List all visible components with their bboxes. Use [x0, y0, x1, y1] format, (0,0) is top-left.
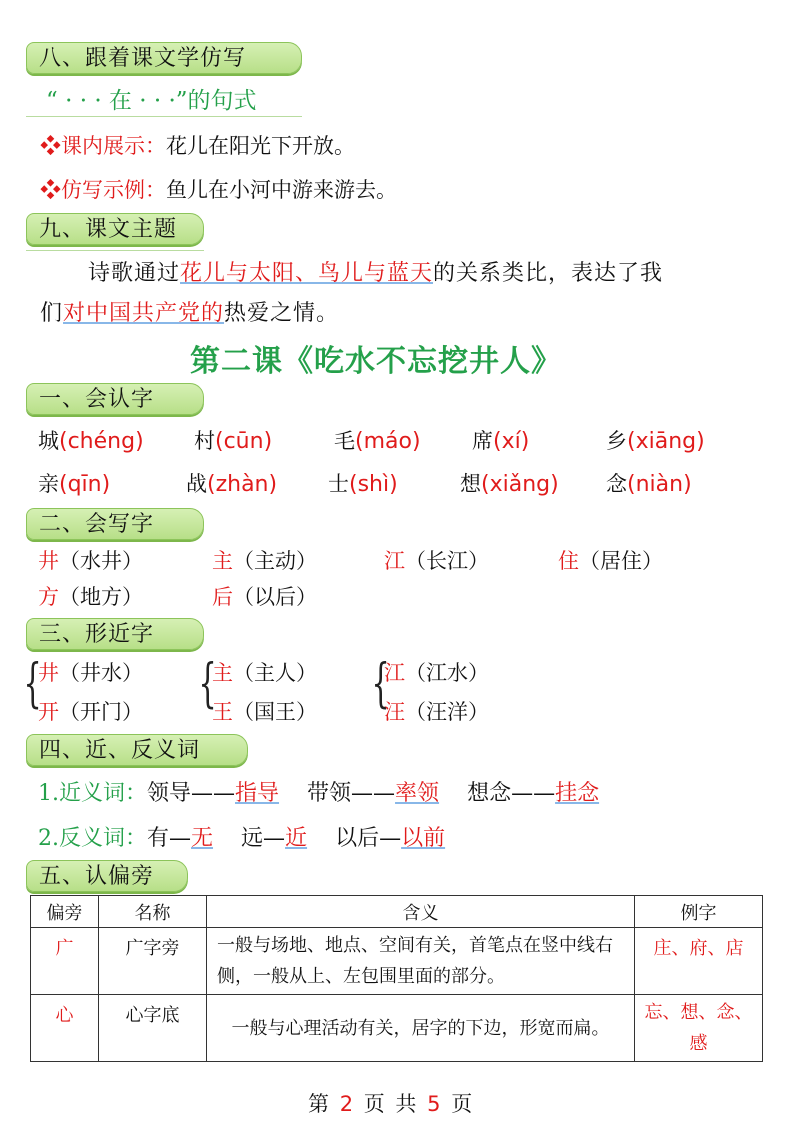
char: 战 — [186, 472, 207, 496]
recognize-item — [328, 468, 398, 498]
similar-item — [384, 657, 489, 687]
section-header-similar: 三、形近字 — [26, 618, 204, 650]
total-pages: 5 — [427, 1092, 443, 1116]
word: 以后— — [335, 826, 402, 851]
section-header-9: 九、课文主题 — [26, 213, 204, 245]
word: 有— — [147, 826, 192, 851]
answer: 近 — [285, 826, 308, 851]
char: 住 — [558, 549, 579, 573]
footer-text: 页 共 — [363, 1092, 419, 1116]
pinyin: (xí) — [493, 429, 530, 454]
section-header-8: 八、跟着课文学仿写 — [26, 42, 302, 74]
word: （水井） — [59, 549, 143, 573]
char: 井 — [38, 661, 59, 685]
pinyin: (máo) — [355, 429, 421, 454]
text: 们 — [40, 301, 64, 326]
section-header-recognize: 一、会认字 — [26, 383, 204, 415]
similar-item — [212, 696, 317, 726]
write-item — [212, 581, 317, 611]
recognize-item — [38, 425, 144, 455]
char: 士 — [328, 472, 349, 496]
recognize-item — [606, 425, 705, 455]
char: 后 — [212, 585, 233, 609]
word: （主人） — [233, 661, 317, 685]
char: 乡 — [606, 429, 627, 453]
pinyin: (xiāng) — [627, 429, 705, 454]
similar-item — [38, 696, 143, 726]
recognize-item — [334, 425, 421, 455]
brace: { — [198, 654, 217, 714]
pinyin: (xiǎng) — [481, 472, 559, 497]
word: （主动） — [233, 549, 317, 573]
word: （地方） — [59, 585, 143, 609]
write-item — [558, 545, 663, 575]
word: （开门） — [59, 700, 143, 724]
table-header-row — [31, 896, 763, 928]
word: （以后） — [233, 585, 317, 609]
column-header: 含义 — [207, 896, 635, 928]
theme-paragraph-line2 — [40, 296, 339, 327]
word: 想念—— — [467, 781, 556, 806]
section-header-write: 二、会写字 — [26, 508, 204, 540]
word: （江水） — [405, 661, 489, 685]
section-header-antonym: 四、近、反义词 — [26, 734, 248, 766]
write-item — [38, 545, 143, 575]
similar-item — [384, 696, 489, 726]
label: 1.近义词： — [38, 781, 147, 806]
current-page: 2 — [339, 1092, 356, 1116]
char: 村 — [194, 429, 215, 453]
bullet-example — [40, 174, 397, 204]
column-header: 名称 — [99, 896, 207, 928]
word: （居住） — [579, 549, 663, 573]
footer-text: 第 — [308, 1092, 331, 1116]
write-item — [38, 581, 143, 611]
word: （井水） — [59, 661, 143, 685]
page-footer — [308, 1088, 474, 1118]
char: 亲 — [38, 472, 59, 496]
footer-text: 页 — [451, 1092, 475, 1116]
char: 念 — [606, 472, 627, 496]
char: 毛 — [334, 429, 355, 453]
recognize-item — [472, 425, 529, 455]
bullet-text: 花儿在阳光下开放。 — [166, 134, 355, 158]
word: 远— — [241, 826, 286, 851]
char: 方 — [38, 585, 59, 609]
bullet-label: ❖仿写示例： — [40, 178, 166, 202]
table-row — [31, 928, 763, 995]
char: 井 — [38, 549, 59, 573]
recognize-item — [460, 468, 559, 498]
text: 热爱之情。 — [224, 301, 340, 326]
char: 城 — [38, 429, 59, 453]
answer: 率领 — [395, 781, 440, 806]
char: 开 — [38, 700, 59, 724]
word: （汪洋） — [405, 700, 489, 724]
char: 江 — [384, 549, 405, 573]
examples-cell: 庄、府、店 — [635, 928, 763, 995]
char: 王 — [212, 700, 233, 724]
answer: 无 — [191, 826, 214, 851]
examples-cell: 忘、想、念、感 — [635, 995, 763, 1062]
brace: { — [23, 654, 42, 714]
word: （长江） — [405, 549, 489, 573]
bullet-label: ❖课内展示： — [40, 134, 166, 158]
radical-cell: 广 — [31, 928, 99, 995]
meaning-cell: 一般与心理活动有关，居字的下边，形宽而扁。 — [207, 995, 635, 1062]
word: （国王） — [233, 700, 317, 724]
name-cell: 广字旁 — [99, 928, 207, 995]
similar-item — [212, 657, 317, 687]
brace: { — [371, 654, 390, 714]
bullet-in-class — [40, 130, 355, 160]
char: 主 — [212, 661, 233, 685]
answer: 指导 — [235, 781, 280, 806]
pinyin: (shì) — [349, 472, 398, 497]
char: 汪 — [384, 700, 405, 724]
recognize-item — [38, 468, 110, 498]
char: 想 — [460, 472, 481, 496]
char: 江 — [384, 661, 405, 685]
antonym-line — [38, 821, 445, 852]
recognize-item — [186, 468, 277, 498]
word: 带领—— — [307, 781, 396, 806]
char: 主 — [212, 549, 233, 573]
pinyin: (qīn) — [59, 472, 111, 497]
name-cell: 心字底 — [99, 995, 207, 1062]
recognize-item — [606, 468, 692, 498]
column-header: 偏旁 — [31, 896, 99, 928]
pinyin: (cūn) — [215, 429, 273, 454]
lesson-title: 第二课《吃水不忘挖井人》 — [190, 344, 562, 379]
theme-paragraph-line1 — [88, 256, 663, 287]
radical-table — [30, 895, 763, 1062]
synonym-line — [38, 776, 599, 807]
section-header-radical: 五、认偏旁 — [26, 860, 188, 892]
char: 席 — [472, 429, 493, 453]
radical-cell: 心 — [31, 995, 99, 1062]
column-header: 例字 — [635, 896, 763, 928]
answer: 以前 — [401, 826, 446, 851]
bullet-text: 鱼儿在小河中游来游去。 — [166, 178, 397, 202]
write-item — [212, 545, 317, 575]
pinyin: (niàn) — [627, 472, 692, 497]
pattern-subtitle: “ · · · 在 · · ·”的句式 — [46, 88, 257, 114]
recognize-item — [194, 425, 272, 455]
meaning-cell: 一般与场地、地点、空间有关，首笔点在竖中线右侧，一般从上、左包围里面的部分。 — [207, 928, 635, 995]
similar-item — [38, 657, 143, 687]
pinyin: (zhàn) — [207, 472, 278, 497]
highlight: 花儿与太阳、鸟儿与蓝天 — [180, 261, 434, 286]
write-item — [384, 545, 489, 575]
answer: 挂念 — [555, 781, 600, 806]
text: 的关系类比，表达了我 — [433, 261, 664, 286]
table-row — [31, 995, 763, 1062]
label: 2.反义词： — [38, 826, 147, 851]
text: 诗歌通过 — [88, 261, 181, 286]
highlight: 对中国共产党的 — [63, 301, 225, 326]
word: 领导—— — [147, 781, 236, 806]
pinyin: (chéng) — [59, 429, 144, 454]
